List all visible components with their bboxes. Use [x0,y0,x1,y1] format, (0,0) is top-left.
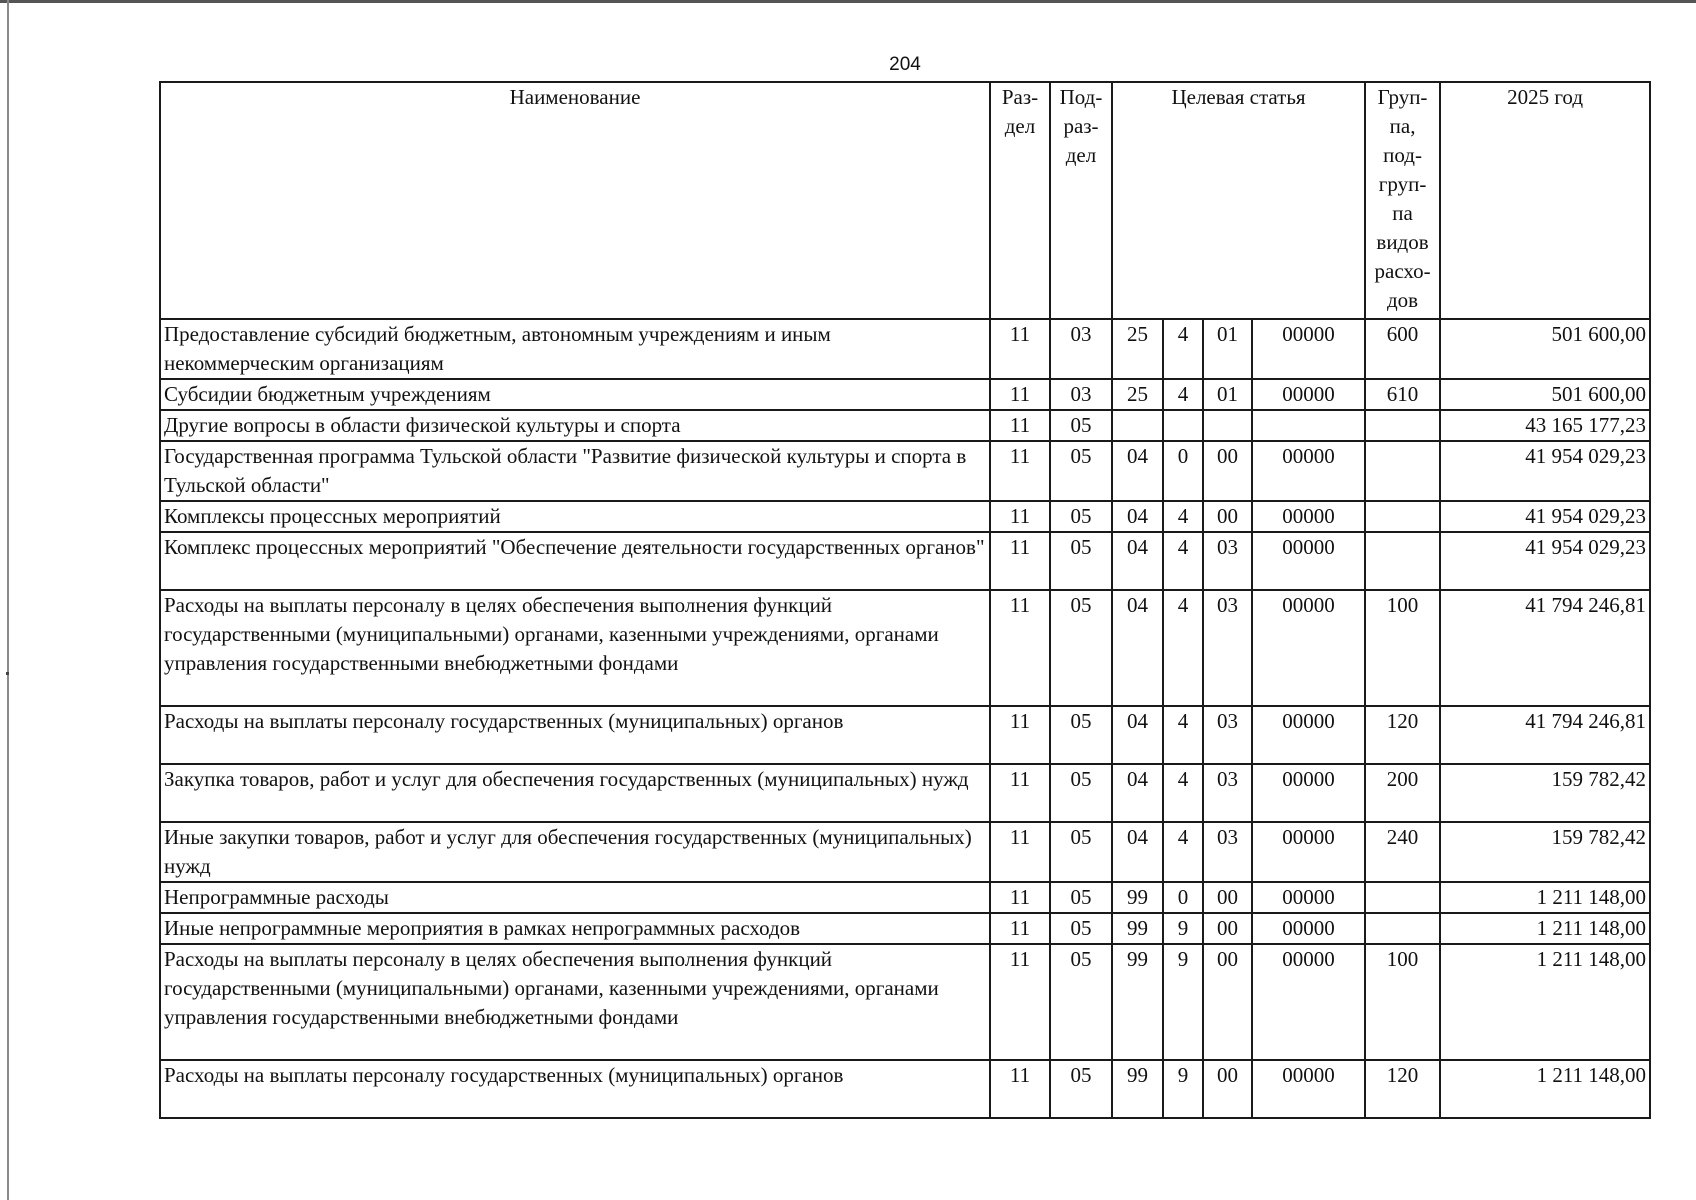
table-row [160,706,1650,764]
row-expense-group [1365,913,1440,944]
row-expense-group: 200 [1365,764,1440,822]
row-amount: 1 211 148,00 [1440,882,1650,913]
row-target-subprogram: 03 [1203,532,1252,590]
table-row [160,944,1650,1060]
row-expense-group [1365,532,1440,590]
row-target-type: 4 [1163,706,1203,764]
row-name: Предоставление субсидий бюджетным, автономным учреждениям и иным некоммерческим организациям [160,319,990,379]
row-target-direction: 00000 [1252,913,1365,944]
row-razdel: 11 [990,882,1050,913]
row-target-type: 4 [1163,319,1203,379]
row-podrazdel: 05 [1050,590,1112,706]
row-target-program: 99 [1112,1060,1163,1118]
header-podrazdel: Под- раз- дел [1050,82,1112,319]
table-row [160,410,1650,441]
row-podrazdel: 05 [1050,532,1112,590]
row-name: Расходы на выплаты персоналу в целях обеспечения выполнения функций государственными (муниципальными) органами, казенными учреждениями, органами управления государственными внебюджетными фондами [160,944,990,1060]
row-name: Непрограммные расходы [160,882,990,913]
header-razdel: Раз- дел [990,82,1050,319]
table-row [160,319,1650,379]
row-amount: 1 211 148,00 [1440,944,1650,1060]
header-target-article: Целевая статья [1112,82,1365,319]
row-amount: 43 165 177,23 [1440,410,1650,441]
row-target-direction: 00000 [1252,532,1365,590]
row-name: Государственная программа Тульской области "Развитие физической культуры и спорта в Тульской области" [160,441,990,501]
row-target-subprogram: 00 [1203,913,1252,944]
row-target-program: 99 [1112,944,1163,1060]
row-razdel: 11 [990,1060,1050,1118]
row-podrazdel: 05 [1050,822,1112,882]
row-podrazdel: 05 [1050,501,1112,532]
row-target-subprogram: 01 [1203,319,1252,379]
row-target-type: 9 [1163,944,1203,1060]
row-name: Комплекс процессных мероприятий "Обеспечение деятельности государственных органов" [160,532,990,590]
row-target-type: 4 [1163,379,1203,410]
row-target-type: 4 [1163,590,1203,706]
row-amount: 159 782,42 [1440,822,1650,882]
row-razdel: 11 [990,532,1050,590]
row-podrazdel: 05 [1050,882,1112,913]
row-target-direction: 00000 [1252,706,1365,764]
row-target-subprogram: 03 [1203,764,1252,822]
row-target-program: 04 [1112,764,1163,822]
row-target-type: 9 [1163,1060,1203,1118]
table-row [160,379,1650,410]
row-razdel: 11 [990,822,1050,882]
row-podrazdel: 05 [1050,410,1112,441]
row-target-direction: 00000 [1252,319,1365,379]
row-razdel: 11 [990,501,1050,532]
row-name: Расходы на выплаты персоналу государственных (муниципальных) органов [160,1060,990,1118]
row-podrazdel: 05 [1050,944,1112,1060]
row-target-direction: 00000 [1252,764,1365,822]
row-target-program [1112,410,1163,441]
row-target-direction: 00000 [1252,441,1365,501]
row-target-program: 25 [1112,319,1163,379]
row-name: Комплексы процессных мероприятий [160,501,990,532]
row-expense-group: 100 [1365,944,1440,1060]
row-name: Другие вопросы в области физической культуры и спорта [160,410,990,441]
row-target-program: 04 [1112,501,1163,532]
row-target-direction: 00000 [1252,1060,1365,1118]
table-row [160,882,1650,913]
row-razdel: 11 [990,379,1050,410]
row-target-direction: 00000 [1252,501,1365,532]
header-expense-group: Груп- па, под- груп- па видов расхо- дов [1365,82,1440,319]
header-name: Наименование [160,82,990,319]
row-target-subprogram [1203,410,1252,441]
row-podrazdel: 05 [1050,913,1112,944]
budget-table [159,81,1651,1119]
row-target-subprogram: 00 [1203,501,1252,532]
row-target-subprogram: 00 [1203,441,1252,501]
row-podrazdel: 05 [1050,706,1112,764]
row-target-type: 4 [1163,764,1203,822]
table-row [160,1060,1650,1118]
row-razdel: 11 [990,441,1050,501]
table-row [160,590,1650,706]
row-expense-group [1365,501,1440,532]
row-razdel: 11 [990,319,1050,379]
row-target-type: 9 [1163,913,1203,944]
row-target-program: 04 [1112,706,1163,764]
row-amount: 41 954 029,23 [1440,441,1650,501]
row-target-subprogram: 03 [1203,706,1252,764]
row-target-subprogram: 01 [1203,379,1252,410]
row-expense-group [1365,410,1440,441]
table-row [160,532,1650,590]
row-podrazdel: 05 [1050,1060,1112,1118]
row-name: Субсидии бюджетным учреждениям [160,379,990,410]
row-target-subprogram: 03 [1203,822,1252,882]
scan-mark [6,672,9,675]
row-target-direction: 00000 [1252,590,1365,706]
row-name: Иные непрограммные мероприятия в рамках непрограммных расходов [160,913,990,944]
table-header-row [160,82,1650,319]
row-amount: 501 600,00 [1440,379,1650,410]
row-target-subprogram: 00 [1203,944,1252,1060]
page-number: 204 [889,54,921,75]
row-expense-group [1365,441,1440,501]
row-target-type [1163,410,1203,441]
row-expense-group: 240 [1365,822,1440,882]
row-amount: 501 600,00 [1440,319,1650,379]
row-target-program: 04 [1112,441,1163,501]
row-expense-group [1365,882,1440,913]
row-target-program: 04 [1112,590,1163,706]
row-target-program: 99 [1112,882,1163,913]
row-podrazdel: 03 [1050,379,1112,410]
row-name: Закупка товаров, работ и услуг для обеспечения государственных (муниципальных) нужд [160,764,990,822]
row-target-type: 4 [1163,532,1203,590]
row-name: Расходы на выплаты персоналу в целях обеспечения выполнения функций государственными (муниципальными) органами, казенными учреждениями, органами управления государственными внебюджетными фондами [160,590,990,706]
row-target-type: 4 [1163,501,1203,532]
row-expense-group: 120 [1365,1060,1440,1118]
row-amount: 41 794 246,81 [1440,706,1650,764]
row-podrazdel: 05 [1050,441,1112,501]
row-expense-group: 600 [1365,319,1440,379]
table-row [160,913,1650,944]
table-row [160,764,1650,822]
row-name: Иные закупки товаров, работ и услуг для обеспечения государственных (муниципальных) нужд [160,822,990,882]
row-amount: 41 954 029,23 [1440,532,1650,590]
row-expense-group: 120 [1365,706,1440,764]
table-row [160,501,1650,532]
table-row [160,441,1650,501]
row-razdel: 11 [990,410,1050,441]
row-target-direction: 00000 [1252,379,1365,410]
row-target-subprogram: 00 [1203,882,1252,913]
row-target-program: 04 [1112,532,1163,590]
row-razdel: 11 [990,706,1050,764]
row-target-direction: 00000 [1252,822,1365,882]
row-target-direction: 00000 [1252,944,1365,1060]
row-target-program: 25 [1112,379,1163,410]
row-amount: 159 782,42 [1440,764,1650,822]
row-expense-group: 610 [1365,379,1440,410]
row-podrazdel: 05 [1050,764,1112,822]
row-target-type: 4 [1163,822,1203,882]
scan-frame-top-edge [0,0,1696,3]
row-podrazdel: 03 [1050,319,1112,379]
row-razdel: 11 [990,944,1050,1060]
row-target-direction: 00000 [1252,882,1365,913]
row-amount: 1 211 148,00 [1440,1060,1650,1118]
row-razdel: 11 [990,764,1050,822]
row-name: Расходы на выплаты персоналу государственных (муниципальных) органов [160,706,990,764]
row-target-subprogram: 00 [1203,1060,1252,1118]
row-razdel: 11 [990,913,1050,944]
row-amount: 41 954 029,23 [1440,501,1650,532]
row-target-program: 04 [1112,822,1163,882]
row-amount: 1 211 148,00 [1440,913,1650,944]
row-target-type: 0 [1163,441,1203,501]
row-expense-group: 100 [1365,590,1440,706]
header-year: 2025 год [1440,82,1650,319]
row-target-program: 99 [1112,913,1163,944]
table-row [160,822,1650,882]
row-target-direction [1252,410,1365,441]
row-amount: 41 794 246,81 [1440,590,1650,706]
row-razdel: 11 [990,590,1050,706]
scan-frame-left-edge [7,0,9,1200]
row-target-type: 0 [1163,882,1203,913]
row-target-subprogram: 03 [1203,590,1252,706]
